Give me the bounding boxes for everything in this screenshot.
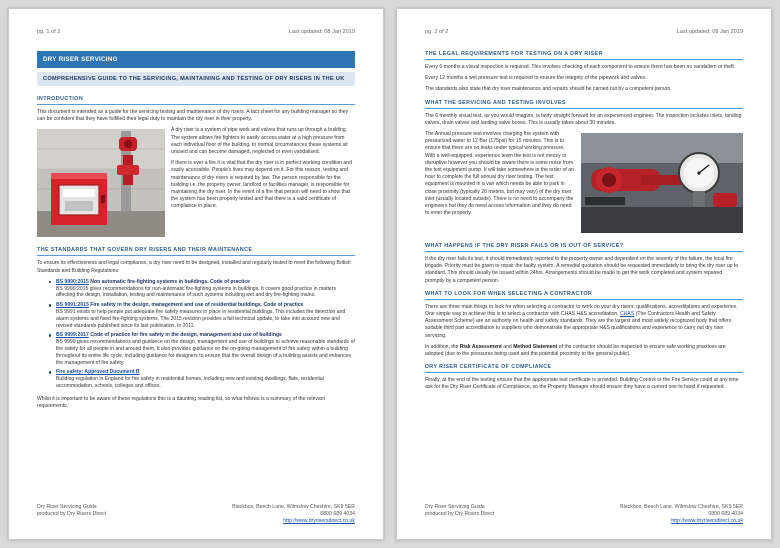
contractor-paragraph-1	[425, 304, 743, 340]
standard-link[interactable]: BS 9991:2015	[56, 302, 89, 309]
risk-assessment-text: Risk Assessment	[459, 343, 502, 350]
footer-title: Dry Riser Servicing Guide	[425, 504, 485, 510]
contractor-paragraph-2	[425, 344, 743, 358]
certificate-paragraph: Finally, at the end of the testing ensure that the appropriate test certificate is provided. Building Control or the Fire Service could at any time ask for the Dry Riser Certificate of Compliance, so the Property Manager should ensure they have a current one to hand if requested.	[425, 377, 739, 391]
legal-paragraph-3: The standards also state that dry riser maintenance and repairs should be carried out by a competent person.	[425, 86, 672, 93]
section-heading-contractor: WHAT TO LOOK FOR WHEN SELECTING A CONTRACTOR	[425, 291, 743, 300]
footer-phone: 0800 689 4034	[320, 511, 355, 517]
section-heading-servicing-involves: WHAT THE SERVICING AND TESTING INVOLVES	[425, 100, 743, 109]
page-number: pg. 1 of 2	[37, 29, 61, 35]
standards-paragraph: To ensure its effectiveness and legal compliance, a dry riser need to be designed, installed and regularly tested to meet the following British Standards and Building Regulations:	[37, 260, 351, 274]
legal-paragraph-2: Every 12 months a wet pressure test is required to ensure the integrity of the pipework and valves.	[425, 75, 647, 82]
fails-paragraph: If the dry riser fails its test, it should immediately reported to the property owner and dependent on the severity of the failure, the local fire brigade. Priority must be given to repair the faulty system. A remedial quotation should be requested immediately to bring the dry riser up to standard. This should usually be issued within 24hrs. Arrangements should be made to get the work completed and system repaired promptly by a competent person.	[425, 256, 739, 284]
document-page-1	[8, 8, 384, 540]
page-number: pg. 2 of 2	[425, 29, 449, 35]
list-item	[49, 369, 355, 389]
contractor-text-c: In addition, the	[425, 343, 459, 350]
contractor-text-a: There are three main things to look for when selecting a contractor to work on your dry risers: qualifications, accreditations and experience. One simple way to achieve this is to select a contractor with CHAS H&S accreditation.	[425, 303, 738, 318]
footer-address: Blackbox, Beech Lane, Wilmslow Cheshire, SK9 5ER	[232, 504, 355, 510]
standards-closing-paragraph: Whilst it is important to be aware of these regulations this is a daunting reading list, so what follows is a summary of the relevant requirements.	[37, 395, 325, 409]
standard-title: Fire safety in the design, management and use of residential buildings. Code of practice	[90, 302, 304, 309]
legal-paragraph-1: Every 6 months a visual inspection is required. This involves checking of each component to ensure there has been no vandalism or theft.	[425, 64, 736, 70]
and-text: and	[503, 343, 512, 350]
pressure-test-photo	[581, 133, 743, 233]
contractor-text-b: (The Contractors Health and Safety Assessment Scheme) are an authority on health and safety standards. They are the largest and most widely recognized body that offers suitable third part accreditation to suppliers who demonstrate the appropriate H&S qualifications and experience to carry out dry riser servicing.	[425, 311, 732, 339]
involves-paragraph-2: The Annual pressure test involves charging the system with pressurized water to 12 Bar (175psi) for 15 minutes. This is to ensure that there are no leaks under typical working pressure. With a well-equipped, experience team the test is not messy or disruptive however you should be aware there is some noise from the test equipment pump. It will take somewhere in the order of an hour to complete the full annual dry riser testing. The test equipment is mounted in a van which needs be able to park in close proximity (typically 20 meters, but may vary) of the dry riser inlet (usually located outside). There is no need to accompany the engineers but they do need access information and they do need to enter the property.	[425, 131, 574, 217]
pressure-test-photo-illustration	[581, 133, 743, 233]
contractor-text-d: of the contractor should be inspected to ensure safe working practices are adopted (due to the pressures being used and the potential proximity to the general public).	[425, 343, 726, 358]
standard-link[interactable]: BS 9990:2015	[56, 278, 89, 285]
page-header	[425, 29, 743, 35]
chas-link[interactable]: CHAS	[620, 311, 635, 318]
page-footer	[37, 504, 355, 525]
intro-paragraph-3: If there is ever a fire it is vital that the dry riser is in perfect working condition and easily accessible. People's lives may depend on it. For this reason, testing and maintenance of dry risers is required by law. The person responsible for the building i.e. the property owner, landlord or facilities manager, is responsible for maintaining the dry riser. In the event of a fire that person will need to show that the system has been properly tested and that there is a valid certificate of compliance in place.	[171, 160, 352, 210]
standard-link[interactable]: Fire safety: Approved Document B	[56, 369, 140, 376]
last-updated: Last updated: 08 Jan 2019	[676, 29, 743, 35]
footer-producer: produced by Dry Risers Direct	[425, 511, 495, 517]
list-item	[49, 332, 355, 366]
dry-riser-photo-illustration	[37, 129, 165, 237]
standard-link[interactable]: BS 9999:2017	[56, 332, 89, 339]
section-heading-certificate: DRY RISER CERTIFICATE OF COMPLIANCE	[425, 364, 743, 373]
intro-paragraph-1: This document is intended as a guide for the servicing testing and maintenance of dry risers. A fact sheet for any building manager so they can be confident that they have fulfilled their legal duty to maintain the dry riser in their property.	[37, 109, 349, 123]
section-heading-introduction: INTRODUCTION	[37, 96, 355, 105]
footer-producer: produced by Dry Risers Direct	[37, 511, 107, 517]
document-title-banner: DRY RISER SERVICING	[37, 51, 355, 68]
section-heading-fails: WHAT HAPPENS IF THE DRY RISER FAILS OR IS OUT OF SERVICE?	[425, 243, 743, 252]
standard-title: Code of practice for fire safety in the design, management and use of buildings	[90, 332, 282, 339]
standards-list	[49, 279, 355, 390]
footer-left	[37, 504, 106, 525]
standard-description: BS 9990:2015 gives recommendations for non-automatic fire-fighting systems in buildings. It covers good practice in matters affecting the design, installation, testing and maintenance of such systems including wet and dry fire-fighting mains.	[56, 285, 337, 299]
list-item	[49, 302, 355, 329]
footer-website-link[interactable]: http://www.dryrisersdirect.co.uk	[671, 518, 743, 524]
standard-title: Non automatic fire-fighting systems in buildings. Code of practice	[90, 278, 250, 285]
footer-address: Blackbox, Beech Lane, Wilmslow Cheshire, SK9 5ER	[620, 504, 743, 510]
page-footer	[425, 504, 743, 525]
footer-website-link[interactable]: http://www.dryrisersdirect.co.uk	[283, 518, 355, 524]
method-statement-text: Method Statement	[513, 343, 558, 350]
standard-description: BS 9991 exists to help people put adequate fire safety measures in place in residential buildings. This includes fire detection and alarm systems and fixed fire-fighting systems. The 2015 revision provides a full technical update, to take into account new and revised standards published since its last publication, in 2011.	[56, 309, 346, 329]
intro-paragraph-2: A dry riser is a system of pipe work and valves that runs up through a building. The system allows fire fighters to easily access water at a high pressure from each individual floor of the building. In normal circumstances these systems sit unused and can become damaged, neglected or even vandalised.	[171, 127, 348, 156]
standard-description: BS 9999 gives recommendations and guidance on the design, management and use of buildings to achieve reasonable standards of fire safety for all people in and around them. It also provides guidance on the on-going management of fire safety within a building throughout its entire life cycle, including guidance for designers to ensure that the overall design of a building assists and enhances the management of fire safety.	[56, 339, 355, 366]
footer-right	[232, 504, 355, 525]
section-heading-standards: THE STANDARDS THAT GOVERN DRY RISERS AND THEIR MAINTENANCE	[37, 247, 355, 256]
section-heading-legal-requirements: THE LEGAL REQUIREMENTS FOR TESTING ON A DRY RISER	[425, 51, 743, 60]
involves-paragraph-1: The 6 monthly visual test, as you would imagine, is fairly straight forward for an experienced engineer. The inspection includes inlets, landing valves, drain valves and landing valve boxes. This is usually takes about 30 minutes.	[425, 112, 742, 126]
document-subtitle-banner: COMPREHENSIVE GUIDE TO THE SERVICING, MAINTAINING AND TESTING OF DRY RISERS IN THE UK	[37, 72, 355, 86]
page-header	[37, 29, 355, 35]
standard-description: Building regulation in England for fire safety in residential homes, including new and existing dwellings, flats, residential accommodation, schools, colleges and offices.	[56, 376, 324, 389]
footer-right	[620, 504, 743, 525]
dry-riser-cabinet-photo	[37, 129, 165, 237]
footer-left	[425, 504, 494, 525]
footer-title: Dry Riser Servicing Guide	[37, 504, 97, 510]
last-updated: Last updated: 08 Jan 2019	[288, 29, 355, 35]
list-item	[49, 279, 355, 299]
footer-phone: 0800 689 4034	[708, 511, 743, 517]
document-page-2	[396, 8, 772, 540]
